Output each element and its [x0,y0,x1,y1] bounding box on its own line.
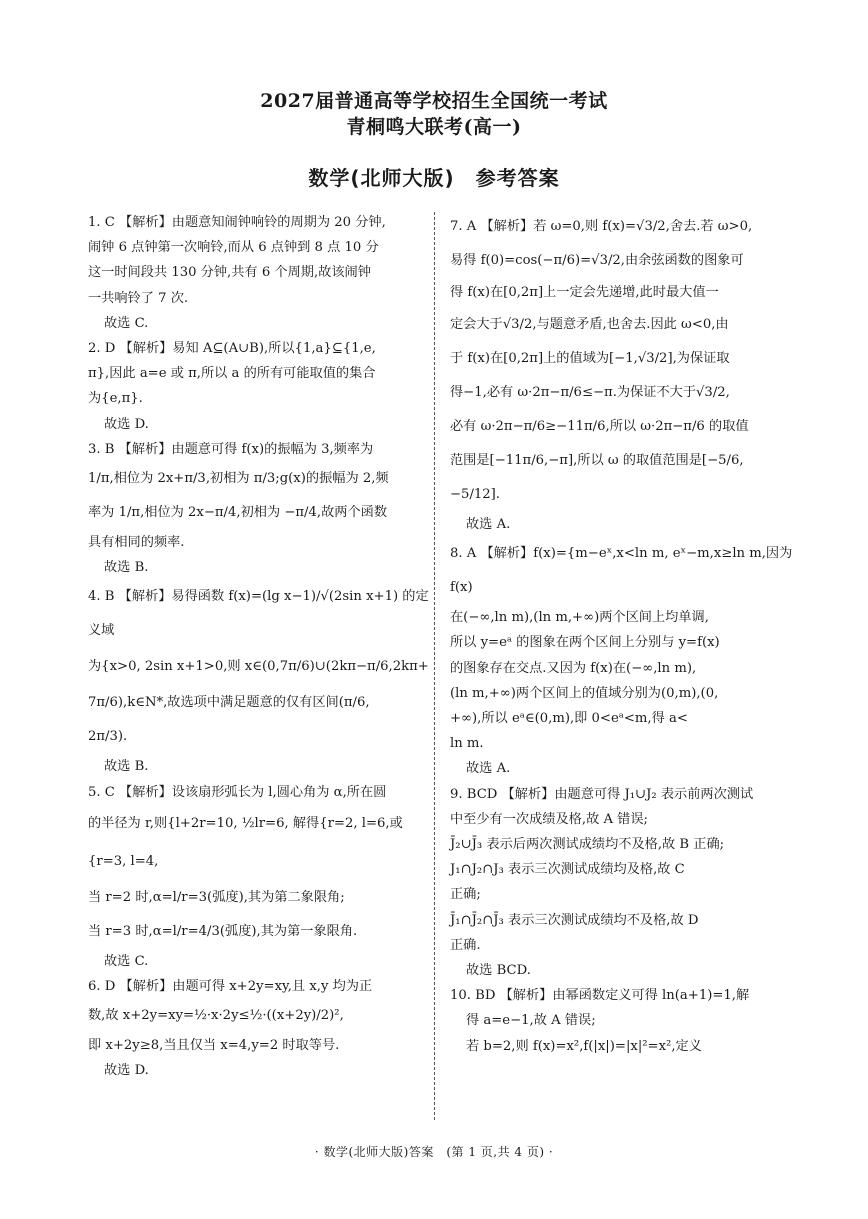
answer-line: 6. D 【解析】由题可得 x+2y=xy,且 x,y 均为正 [88,979,373,995]
answer-line: 故选 A. [466,761,511,777]
answer-line: 这一时间段共 130 分钟,共有 6 个周期,故该闹钟 [88,265,371,281]
answer-line: 故选 D. [104,1063,149,1079]
answer-line: π},因此 a=e 或 π,所以 a 的所有可能取值的集合 [88,366,376,382]
answer-line: 数,故 x+2y=xy=½·x·2y≤½·((x+2y)/2)², [88,1008,344,1024]
answer-line: 7π/6),k∈N*,故选项中满足题意的仅有区间(π/6, [88,695,370,711]
answer-line: 中至少有一次成绩及格,故 A 错误; [450,811,648,827]
answer-line: 故选 C. [104,315,149,331]
answer-line: 得 a=e−1,故 A 错误; [466,1013,596,1029]
right-answer-column [450,210,798,1059]
answer-line: 为{x>0, 2sin x+1>0,则 x∈(0,7π/6)∪(2kπ−π/6,2kπ+ [88,659,429,675]
answer-line: 当 r=3 时,α=l/r=4/3(弧度),其为第一象限角. [88,923,358,939]
answer-line: 故选 B. [104,560,149,576]
answer-line: 故选 D. [104,416,149,432]
answer-line: J₁∩J₂∩J₃ 表示三次测试成绩均及格,故 C [450,862,685,878]
answer-line: 2. D 【解析】易知 A⊆(A∪B),所以{1,a}⊆{1,e, [88,341,376,357]
answer-line: 1. C 【解析】由题意知闹钟响铃的周期为 20 分钟, [88,215,386,230]
answer-line: 5. C 【解析】设该扇形弧长为 l,圆心角为 α,所在圆 [88,784,387,800]
exam-title-line2: 青桐鸣大联考(高一) [346,116,522,138]
answer-line: 故选 C. [104,953,149,969]
answer-line: J̄₂∪J̄₃ 表示后两次测试成绩均不及格,故 B 正确; [450,837,725,853]
answer-line: 8. A 【解析】f(x)={m−eˣ,x<ln m, eˣ−m,x≥ln m,因为 f(x) [450,546,797,596]
answer-line: 的图象存在交点.又因为 f(x)在(−∞,ln m), [450,660,697,676]
answer-line: 所以 y=eᵃ 的图象在两个区间上分别与 y=f(x) [450,635,720,651]
answer-line: 得 f(x)在[0,2π]上一定会先递增,此时最大值一 [450,285,719,300]
answer-line: 具有相同的频率. [88,535,185,551]
answer-line: 3. B 【解析】由题意可得 f(x)的振幅为 3,频率为 [88,441,374,457]
answer-line: −5/12]. [450,487,501,502]
answer-line: 4. B 【解析】易得函数 f(x)=(lg x−1)/√(2sin x+1) 的定义域 [88,589,429,639]
answer-line: 故选 BCD. [466,963,531,979]
answer-line: 故选 B. [104,759,149,775]
answer-line: 当 r=2 时,α=l/r=3(弧度),其为第二象限角; [88,889,345,905]
answer-line: 于 f(x)在[0,2π]上的值域为[−1,√3/2],为保证取 [450,351,730,366]
answer-line: 若 b=2,则 f(x)=x²,f(|x|)=|x|²=x²,定义 [466,1038,702,1054]
answer-line: 定会大于√3/2,与题意矛盾,也舍去.因此 ω<0,由 [450,317,729,332]
answer-line: 7. A 【解析】若 ω=0,则 f(x)=√3/2,舍去.若 ω>0, [450,219,753,234]
answer-line: 得−1,必有 ω·2π−π/6≤−π.为保证不大于√3/2, [450,385,730,400]
answer-line: 率为 1/π,相位为 2x−π/4,初相为 −π/4,故两个函数 [88,505,388,521]
answer-line: 范围是[−11π/6,−π],所以 ω 的取值范围是[−5/6, [450,453,744,468]
answer-line: 必有 ω·2π−π/6≥−11π/6,所以 ω·2π−π/6 的取值 [450,419,749,434]
left-answer-column [88,210,436,1084]
answer-line: 正确. [450,937,481,953]
answer-line: 在(−∞,ln m),(ln m,+∞)两个区间上均单调, [450,610,709,626]
answer-line: 10. BD 【解析】由幂函数定义可得 ln(a+1)=1,解 [450,988,750,1004]
answer-line: 一共响铃了 7 次. [88,290,189,306]
exam-title-line1: 2027届普通高等学校招生全国统一考试 [260,90,608,112]
answer-line: 易得 f(0)=cos(−π/6)=√3/2,由余弦函数的图象可 [450,253,744,268]
answer-line: +∞),所以 eᵃ∈(0,m),即 0<eᵃ<m,得 a< [450,711,688,727]
answer-line: (ln m,+∞)两个区间上的值域分别为(0,m),(0, [450,685,719,701]
answer-line: 2π/3). [88,729,128,745]
answer-key-title: 数学(北师大版) 参考答案 [308,166,560,190]
answer-line: 正确; [450,887,481,903]
answer-line: 1/π,相位为 2x+π/3,初相为 π/3;g(x)的振幅为 2,频 [88,471,389,487]
answer-line: 闹钟 6 点钟第一次响铃,而从 6 点钟到 8 点 10 分 [88,240,379,256]
page-footer: · 数学(北师大版)答案 (第 1 页,共 4 页) · [314,1145,554,1159]
answer-line: ln m. [450,736,484,752]
answer-line: J̄₁∩J̄₂∩J̄₃ 表示三次测试成绩均不及格,故 D [450,912,699,928]
answer-line: 9. BCD 【解析】由题意可得 J₁∪J₂ 表示前两次测试 [450,786,754,802]
answer-line: 即 x+2y≥8,当且仅当 x=4,y=2 时取等号. [88,1038,340,1054]
document-header [0,88,868,191]
answer-line: 故选 A. [466,517,511,532]
answer-line: 的半径为 r,则{l+2r=10, ½lr=6, 解得{r=2, l=6,或{r=3, l=4, [88,815,403,869]
column-divider [434,212,435,1120]
answer-line: 为{e,π}. [88,391,143,407]
